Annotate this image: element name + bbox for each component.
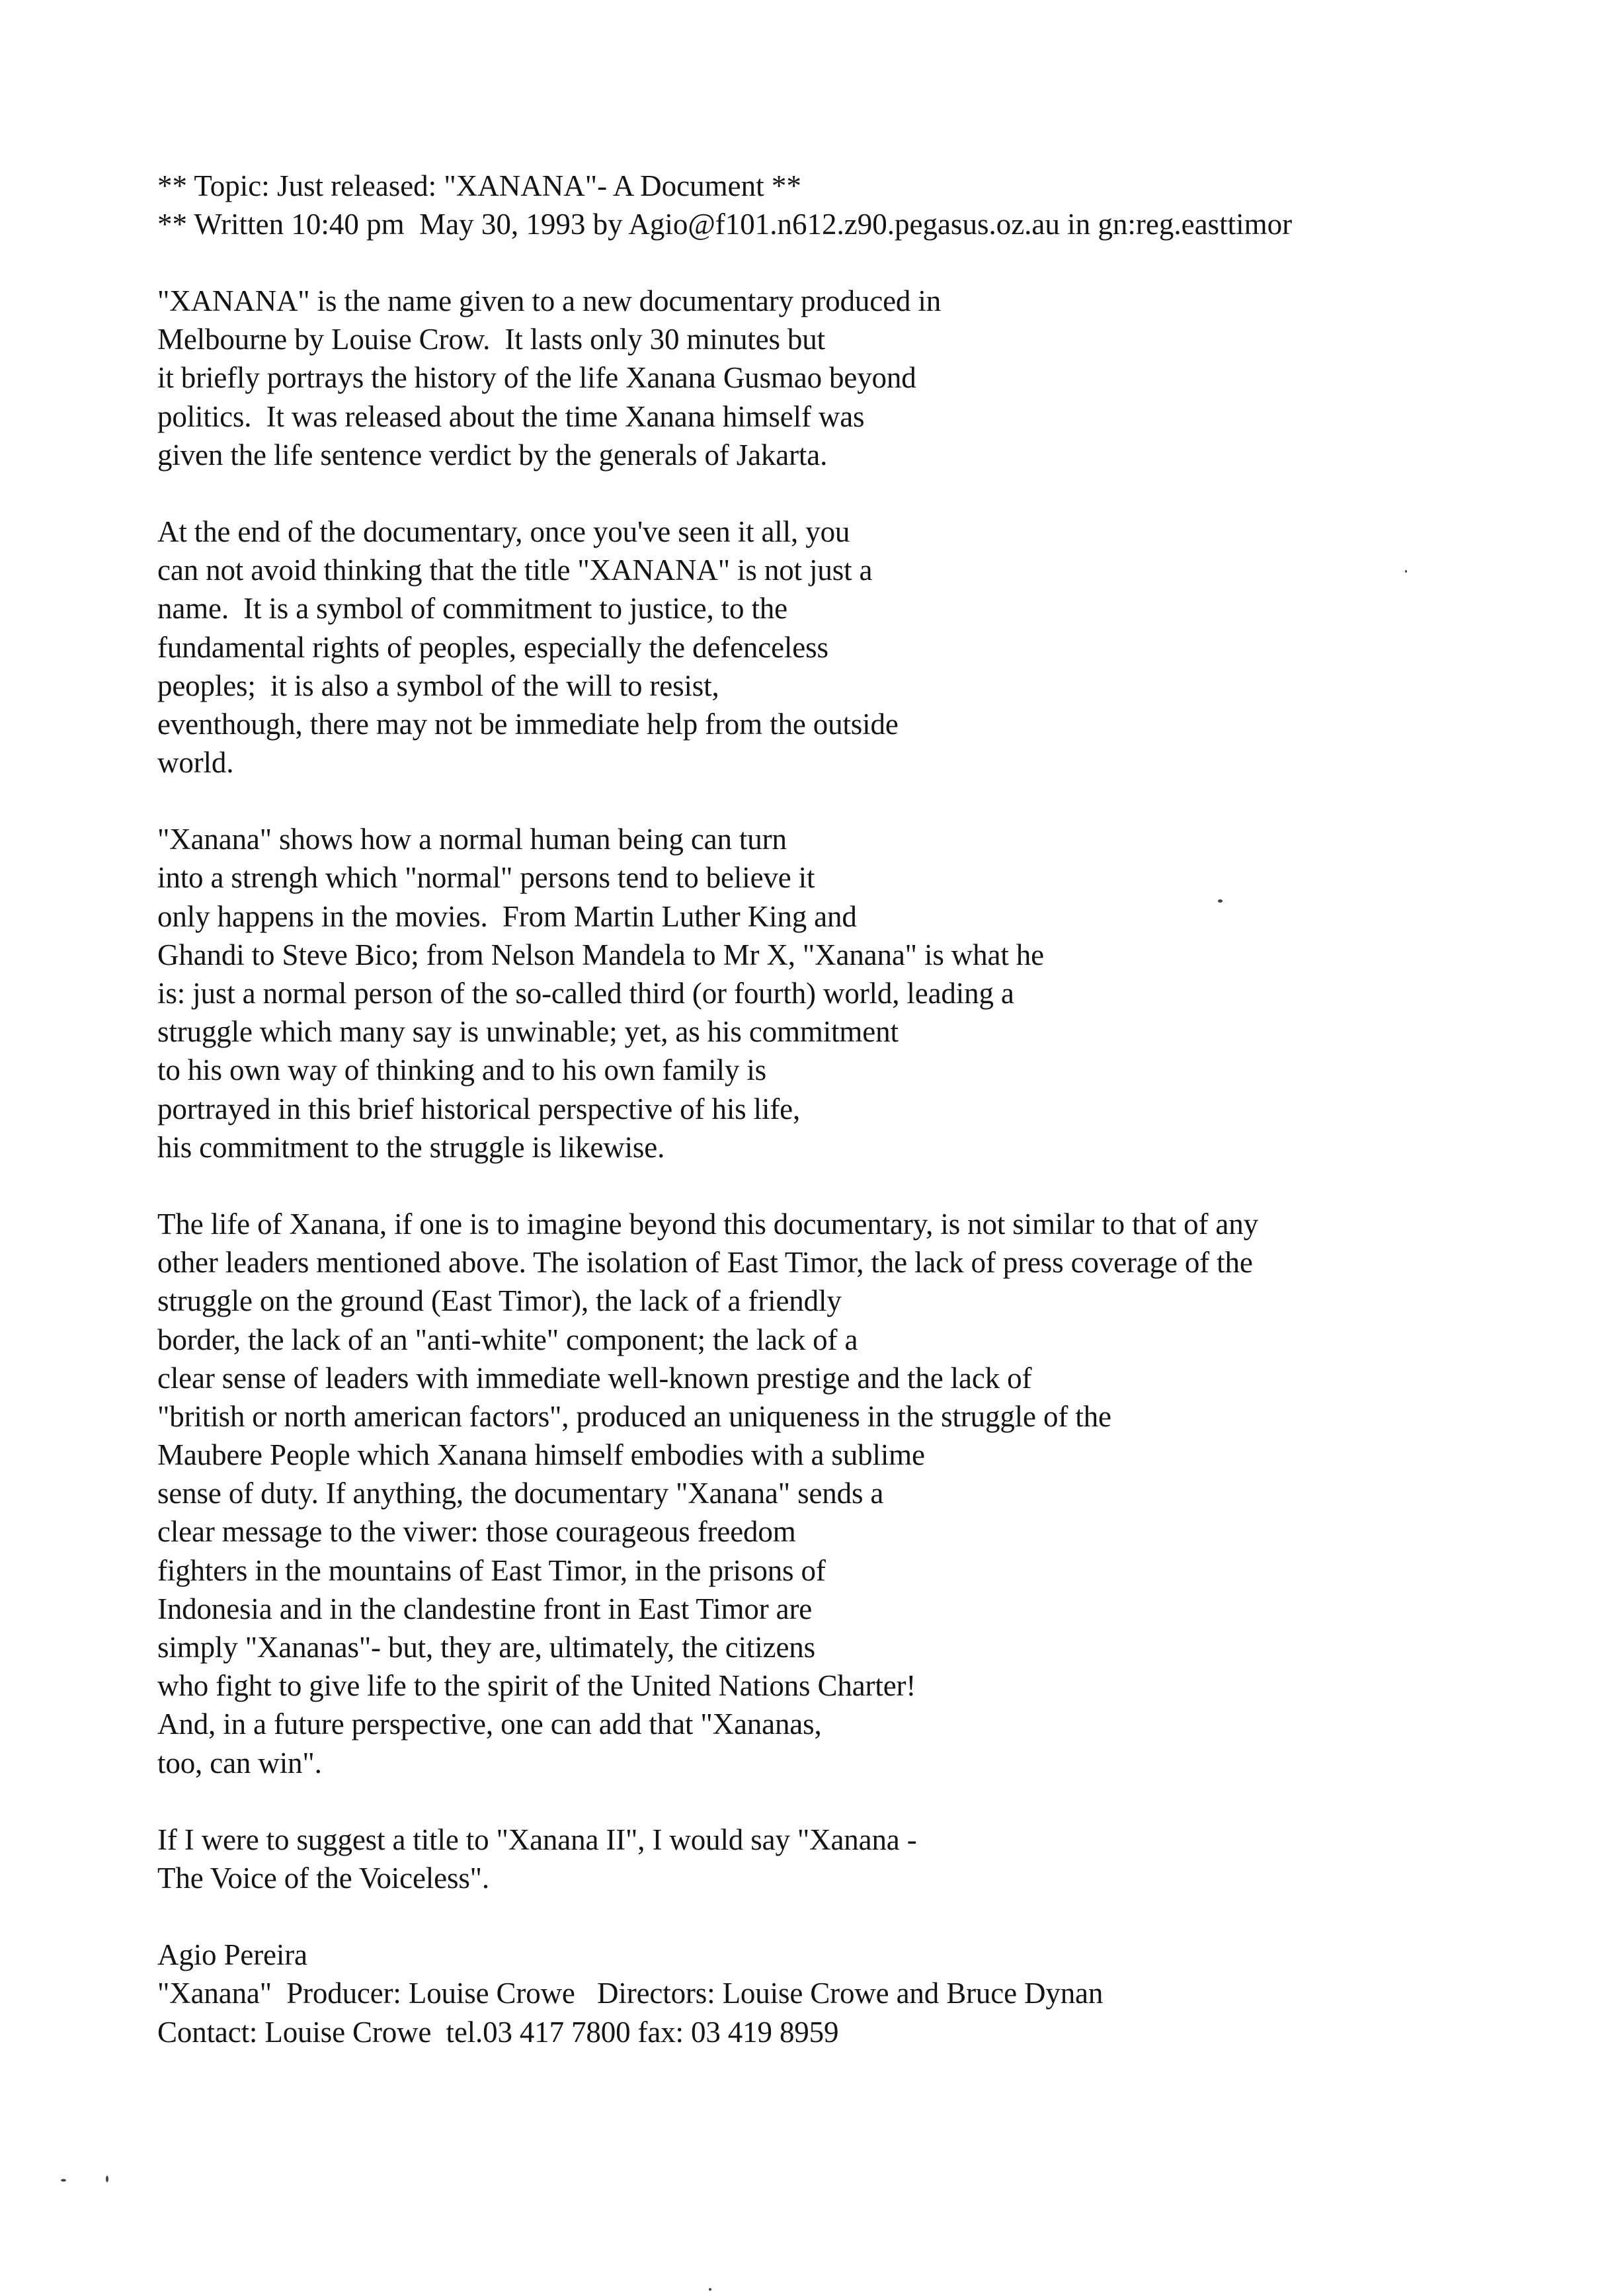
text-line: At the end of the documentary, once you've seen it all, you — [157, 514, 850, 548]
text-line: "british or north american factors", produced an uniqueness in the struggle of the — [157, 1399, 1111, 1433]
text-line: his commitment to the struggle is likewise. — [157, 1130, 665, 1164]
text-line: too, can win". — [157, 1746, 322, 1780]
text-line: can not avoid thinking that the title "XANANA" is not just a — [157, 554, 873, 587]
text-line: only happens in the movies. From Martin Luther King and — [157, 899, 857, 933]
document-page — [157, 167, 1533, 2051]
paragraph-3 — [157, 820, 1533, 1167]
text-line: is: just a normal person of the so-called third (or fourth) world, leading a — [157, 977, 1014, 1010]
text-line: Melbourne by Louise Crow. It lasts only 30 minutes but — [157, 323, 825, 356]
text-line: Maubere People which Xanana himself embodies with a sublime — [157, 1438, 925, 1472]
paragraph-4 — [157, 1205, 1533, 1782]
scan-speck — [1218, 899, 1223, 903]
text-line: name. It is a symbol of commitment to justice, to the — [157, 592, 787, 626]
scan-speck — [709, 2288, 711, 2291]
paragraph-gap — [157, 474, 1533, 512]
text-line: given the life sentence verdict by the generals of Jakarta. — [157, 438, 828, 472]
text-line: fighters in the mountains of East Timor, in the prisons of — [157, 1553, 826, 1587]
text-line: struggle on the ground (East Timor), the lack of a friendly — [157, 1284, 842, 1318]
text-line: other leaders mentioned above. The isolation of East Timor, the lack of press coverage of the — [157, 1246, 1253, 1280]
text-line: fundamental rights of peoples, especially the defenceless — [157, 630, 828, 664]
text-line: simply "Xananas"- but, they are, ultimately, the citizens — [157, 1631, 815, 1664]
text-line: "XANANA" is the name given to a new documentary produced in — [157, 284, 942, 317]
text-line: into a strengh which "normal" persons tend to believe it — [157, 861, 815, 895]
author-name: Agio Pereira — [157, 1938, 307, 1972]
text-line: to his own way of thinking and to his own family is — [157, 1053, 767, 1087]
text-line: Ghandi to Steve Bico; from Nelson Mandela to Mr X, "Xanana" is what he — [157, 938, 1044, 971]
text-line: clear sense of leaders with immediate well-known prestige and the lack of — [157, 1361, 1032, 1395]
text-line: it briefly portrays the history of the life Xanana Gusmao beyond — [157, 361, 916, 395]
text-line: world. — [157, 746, 234, 780]
post-header — [157, 167, 1533, 243]
text-line: The Voice of the Voiceless". — [157, 1861, 490, 1895]
text-line: eventhough, there may not be immediate help from the outside — [157, 707, 899, 741]
text-line: If I were to suggest a title to "Xanana II", I would say "Xanana - — [157, 1823, 917, 1856]
text-line: portrayed in this brief historical perspective of his life, — [157, 1092, 801, 1126]
scan-speck — [1405, 570, 1407, 573]
written-line: ** Written 10:40 pm May 30, 1993 by Agio@f101.n612.z90.pegasus.oz.au in gn:reg.easttimor — [157, 208, 1293, 241]
signature-block — [157, 1936, 1533, 2051]
scan-speck — [61, 2179, 66, 2182]
paragraph-gap — [157, 782, 1533, 820]
paragraph-gap — [157, 243, 1533, 282]
text-line: border, the lack of an "anti-white" component; the lack of a — [157, 1323, 858, 1356]
text-line: The life of Xanana, if one is to imagine beyond this documentary, is not similar to that of any — [157, 1207, 1258, 1241]
paragraph-2 — [157, 512, 1533, 782]
text-line: clear message to the viwer: those courageous freedom — [157, 1515, 796, 1549]
paragraph-1 — [157, 282, 1533, 474]
scan-speck — [106, 2176, 108, 2182]
credits-line: "Xanana" Producer: Louise Crowe Directors: Louise Crowe and Bruce Dynan — [157, 1977, 1104, 2010]
contact-line: Contact: Louise Crowe tel.03 417 7800 fax: 03 419 8959 — [157, 2015, 839, 2049]
paragraph-5 — [157, 1821, 1533, 1897]
text-line: And, in a future perspective, one can add that "Xananas, — [157, 1707, 822, 1741]
text-line: sense of duty. If anything, the documentary "Xanana" sends a — [157, 1477, 884, 1510]
text-line: politics. It was released about the time Xanana himself was — [157, 399, 865, 433]
text-line: who fight to give life to the spirit of the United Nations Charter! — [157, 1669, 916, 1703]
text-line: struggle which many say is unwinable; yet, as his commitment — [157, 1015, 899, 1049]
text-line: Indonesia and in the clandestine front in East Timor are — [157, 1592, 813, 1625]
text-line: peoples; it is also a symbol of the will to resist, — [157, 669, 719, 702]
topic-line: ** Topic: Just released: "XANANA"- A Document ** — [157, 169, 801, 202]
text-line: "Xanana" shows how a normal human being can turn — [157, 823, 787, 856]
paragraph-gap — [157, 1897, 1533, 1936]
paragraph-gap — [157, 1167, 1533, 1205]
paragraph-gap — [157, 1782, 1533, 1821]
